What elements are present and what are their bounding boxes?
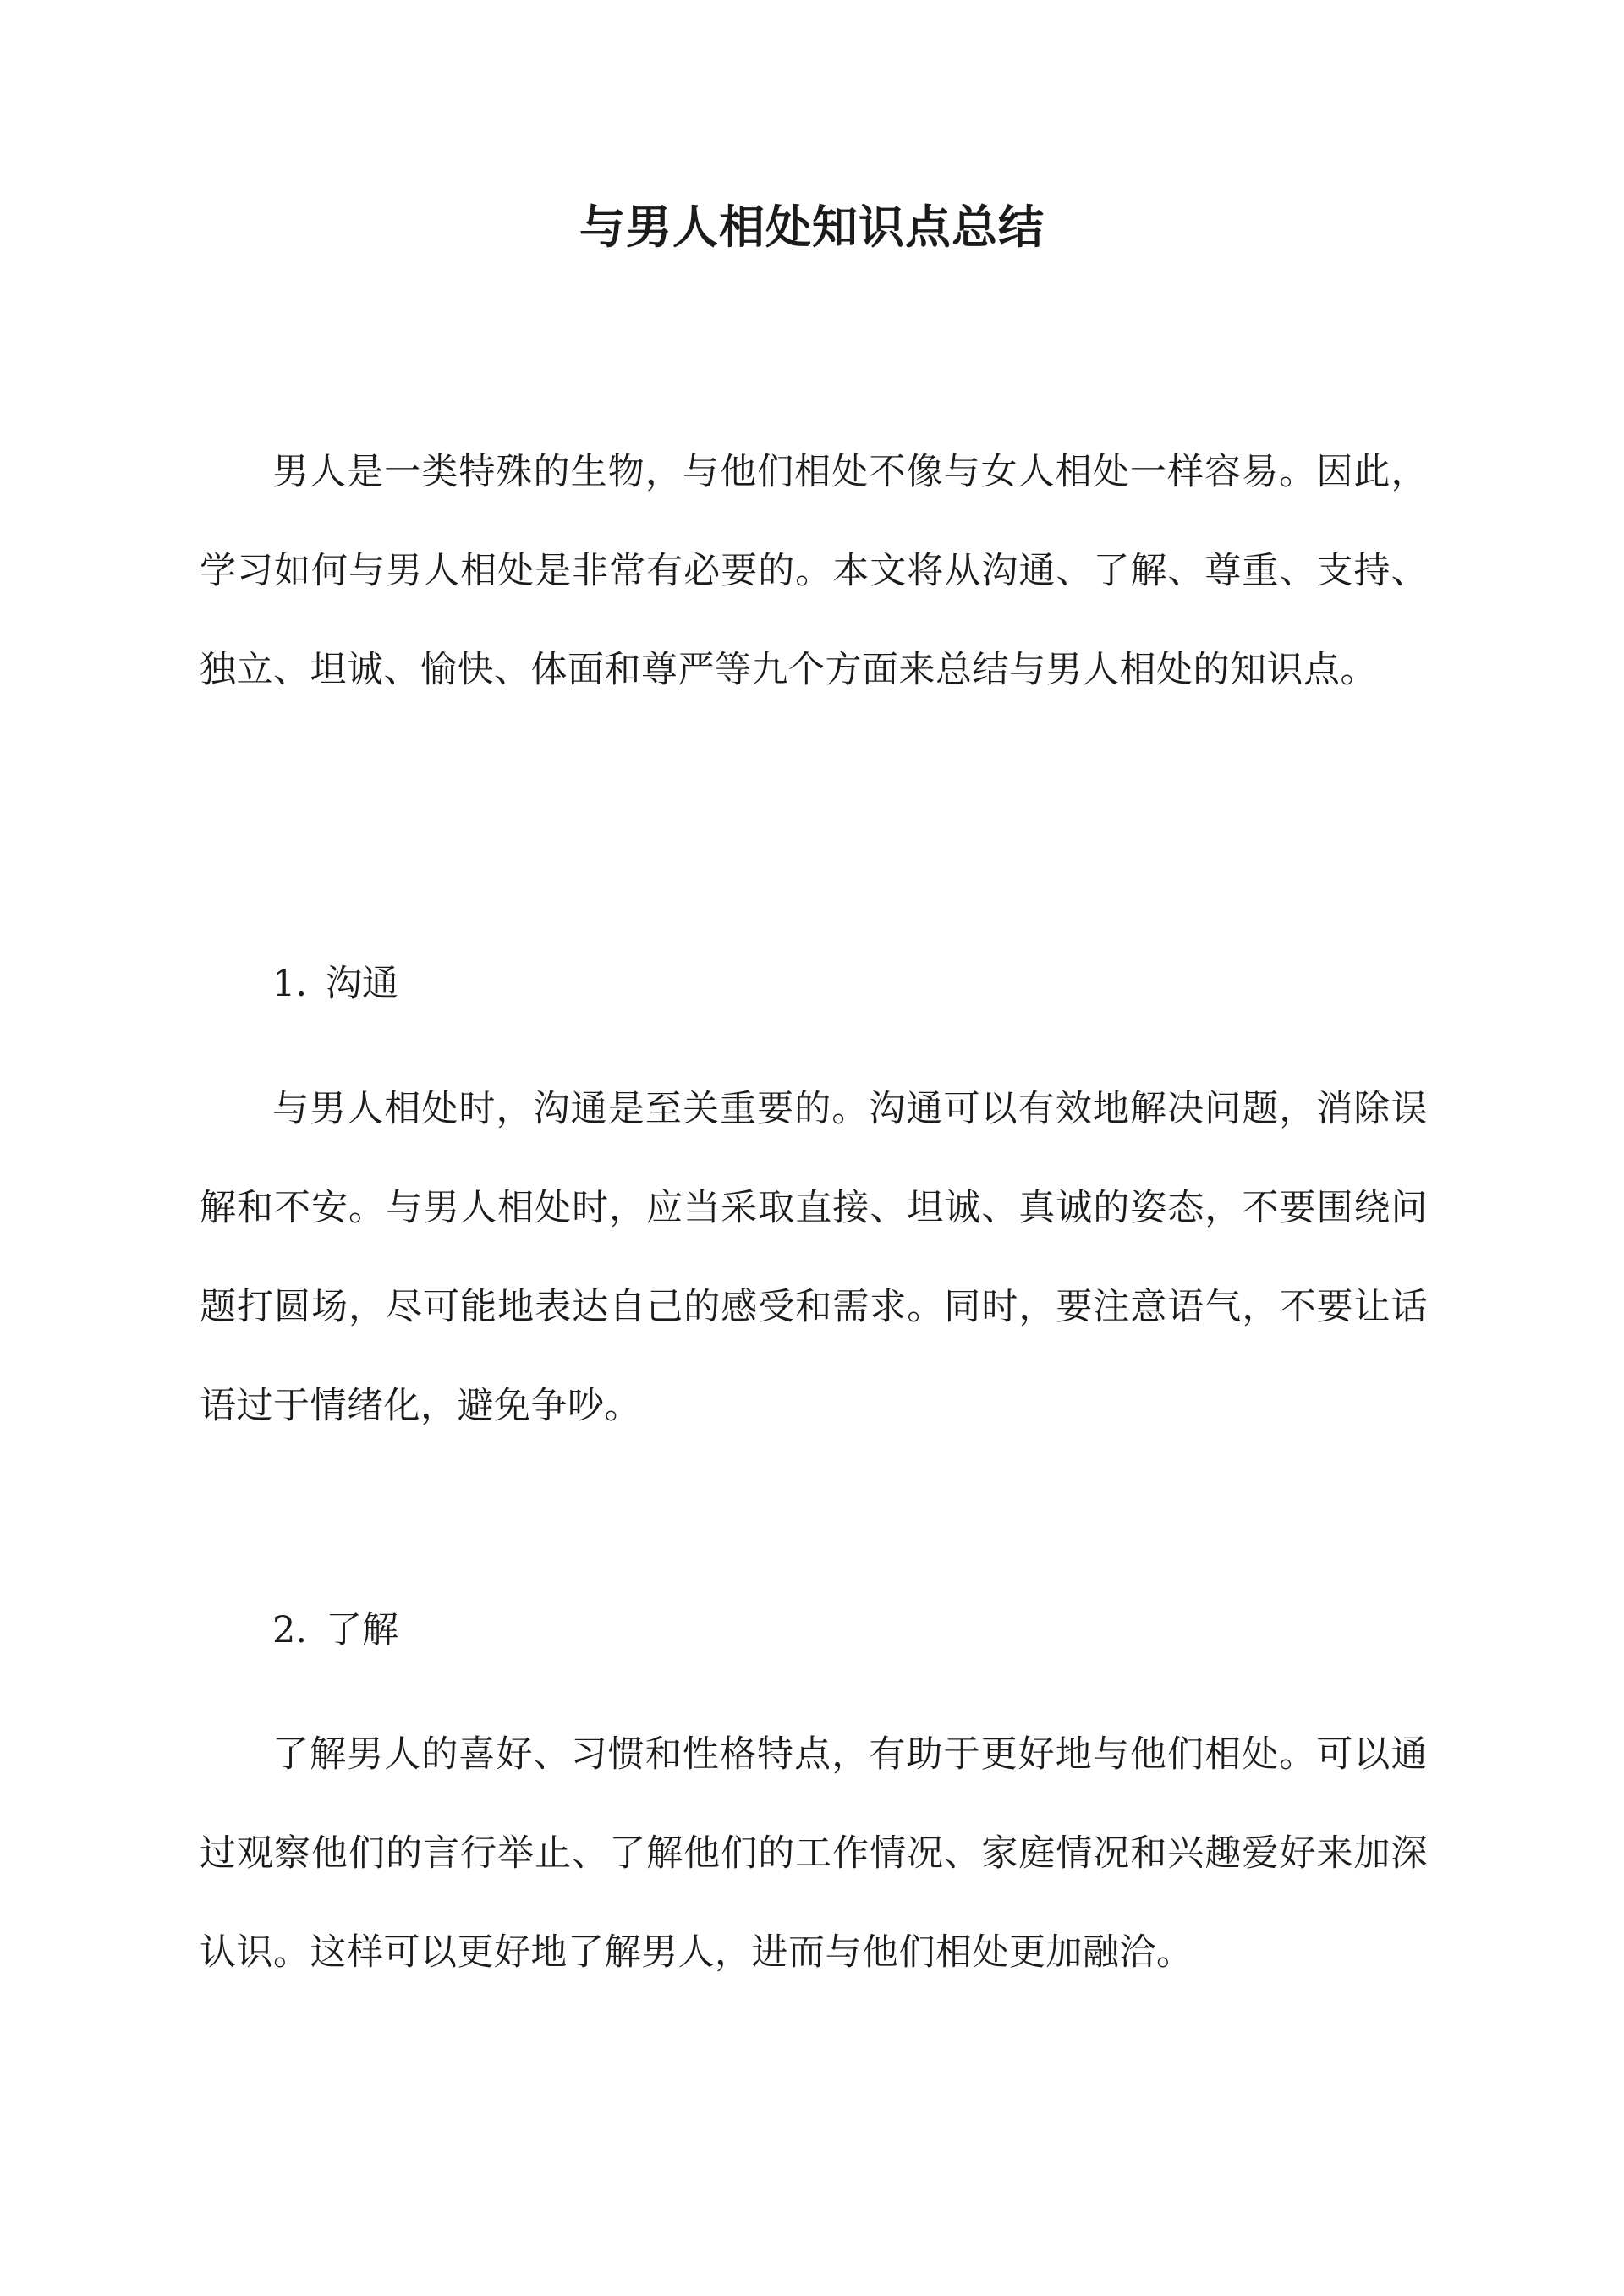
section-body-communication: 与男人相处时，沟通是至关重要的。沟通可以有效地解决问题，消除误解和不安。与男人相处时，应当采取直接、坦诚、真诚的姿态，不要围绕问题打圆场，尽可能地表达自己的感受和需求。同时，要注意语气，不要让话语过于情绪化，避免争吵。 [200, 1088, 1428, 1427]
document-title: 与男人相处知识点总结 [579, 200, 1045, 254]
intro-paragraph: 男人是一类特殊的生物，与他们相处不像与女人相处一样容易。因此，学习如何与男人相处是非常有必要的。本文将从沟通、了解、尊重、支持、独立、坦诚、愉快、体面和尊严等九个方面来总结与男人相处的知识点。 [200, 451, 1428, 691]
section-heading-label: 沟通 [326, 963, 399, 1005]
section-body-understanding: 了解男人的喜好、习惯和性格特点，有助于更好地与他们相处。可以通过观察他们的言行举止、了解他们的工作情况、家庭情况和兴趣爱好来加深认识。这样可以更好地了解男人，进而与他们相处更加融洽。 [200, 1733, 1428, 1974]
section-number: 2. [272, 1609, 308, 1651]
section-heading-understanding [272, 1601, 398, 1660]
section-heading-label: 了解 [326, 1609, 399, 1651]
section-number: 1. [272, 963, 308, 1005]
section-heading-communication [272, 954, 398, 1013]
